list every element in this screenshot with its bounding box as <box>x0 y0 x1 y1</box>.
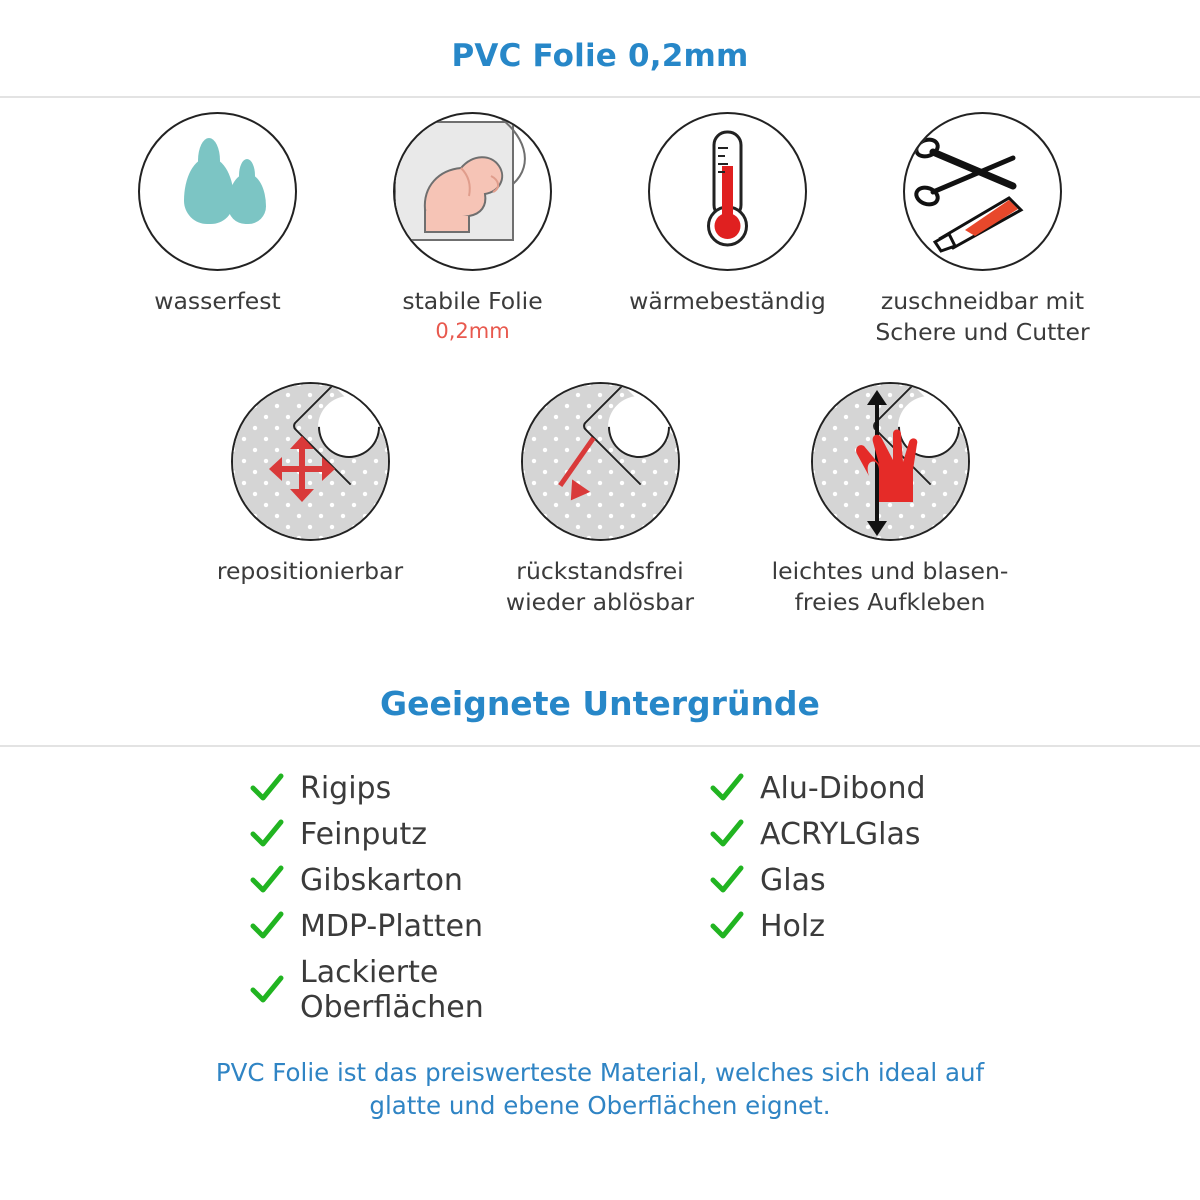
feature-label-line2: wieder ablösbar <box>505 588 695 617</box>
muscle-graphic <box>395 114 550 269</box>
list-item-label: Glas <box>760 862 826 898</box>
footnote-line-1: PVC Folie ist das preiswerteste Material, welches sich ideal auf <box>215 1057 985 1087</box>
feature-label: stabile Folie <box>402 287 543 315</box>
arrow-up <box>290 436 314 449</box>
footnote-line-2: glatte und ebene Oberflächen eignet. <box>369 1090 831 1120</box>
feature-stabile-folie <box>345 112 600 345</box>
list-item <box>710 863 1050 898</box>
list-item-label: Lackierte Oberflächen <box>300 954 484 1025</box>
feature-label-line2: Schere und Cutter <box>875 318 1090 347</box>
arrow-down <box>290 489 314 502</box>
check-icon <box>710 911 744 941</box>
feature-row-1 <box>0 112 1200 348</box>
feature-label-line1: zuschneidbar mit <box>880 287 1085 315</box>
feature-label-line2: freies Aufkleben <box>794 588 986 617</box>
list-item-label: MDP-Platten <box>300 908 484 944</box>
list-item-label: Gibskarton <box>300 862 463 898</box>
feature-rueckstandsfrei <box>455 382 745 618</box>
feature-waermebestaendig <box>600 112 855 316</box>
feature-label-line1: leichtes und blasen- <box>771 556 1009 585</box>
check-icon <box>250 911 284 941</box>
feature-grid <box>0 98 1200 618</box>
muscle-arm-icon <box>393 112 552 271</box>
thermometer-svg <box>650 114 805 269</box>
list-item-label: Rigips <box>300 770 392 806</box>
hand-svg <box>813 384 968 539</box>
scissors-cutter-svg <box>905 114 1060 269</box>
list-item-label: Alu-Dibond <box>760 770 926 806</box>
hand-smoothing-icon <box>811 382 970 541</box>
substrates-column-right <box>630 771 1050 1036</box>
check-icon <box>250 975 284 1005</box>
feature-label: repositionierbar <box>216 556 404 585</box>
feature-label: wärmebeständig <box>629 287 826 315</box>
check-icon <box>710 865 744 895</box>
check-icon <box>710 773 744 803</box>
feature-repositionierbar <box>165 382 455 586</box>
water-drops-icon <box>138 112 297 271</box>
list-item-label: Feinputz <box>300 816 427 852</box>
check-icon <box>250 773 284 803</box>
list-item <box>710 817 1050 852</box>
muscle-svg <box>395 114 550 269</box>
feature-thickness-note: 0,2mm <box>435 319 510 344</box>
list-item <box>250 955 630 1025</box>
water-drop-small <box>228 174 266 224</box>
page-title: PVC Folie 0,2mm <box>451 38 749 74</box>
substrates-lists <box>0 747 1200 1036</box>
feature-blasenfreies-aufkleben <box>745 382 1035 618</box>
feature-label: wasserfest <box>154 287 281 315</box>
list-item <box>710 909 1050 944</box>
substrates-heading: Geeignete Untergründe <box>380 683 820 723</box>
list-item-label: Holz <box>760 908 825 944</box>
footnote <box>0 1036 1200 1122</box>
four-way-arrow-icon <box>279 446 325 492</box>
list-item <box>250 817 630 852</box>
feature-row-2 <box>0 382 1200 618</box>
check-icon <box>710 819 744 849</box>
spacer <box>0 618 1200 670</box>
feature-zuschneidbar <box>855 112 1110 348</box>
check-icon <box>250 865 284 895</box>
scissors-cutter-icon <box>903 112 1062 271</box>
feature-label-line1: rückstandsfrei <box>516 556 684 585</box>
diagonal-arrow-icon <box>573 442 633 502</box>
arrow-right <box>322 457 335 481</box>
list-item-label: ACRYLGlas <box>760 816 921 852</box>
list-item <box>250 909 630 944</box>
feature-wasserfest <box>90 112 345 316</box>
list-item <box>250 863 630 898</box>
check-icon <box>250 819 284 849</box>
water-drop-large <box>184 158 234 224</box>
list-item <box>250 771 630 806</box>
list-item <box>710 771 1050 806</box>
thermometer-icon <box>648 112 807 271</box>
substrates-column-left <box>150 771 630 1036</box>
arrow-left <box>269 457 282 481</box>
move-arrows-peel-icon <box>231 382 390 541</box>
peel-off-arrow-icon <box>521 382 680 541</box>
